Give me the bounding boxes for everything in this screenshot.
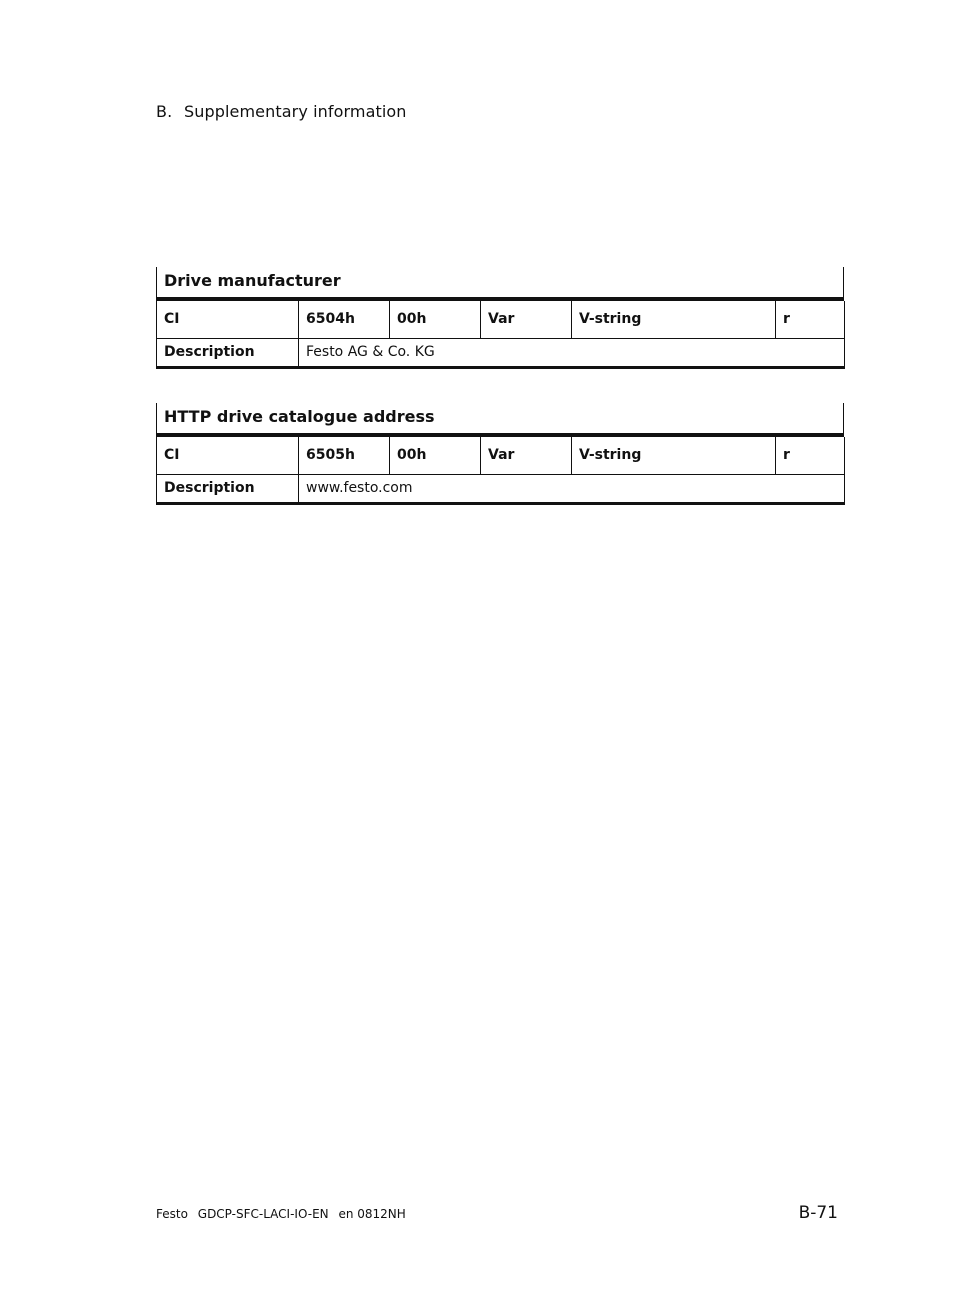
- section-header: [156, 102, 407, 121]
- footer-document-info: [156, 1207, 412, 1221]
- ci-subindex: 00h: [390, 437, 481, 474]
- ci-class: Var: [481, 437, 572, 474]
- description-label: Description: [157, 338, 299, 367]
- parameter-grid: [156, 301, 845, 369]
- footer-edition: en 0812NH: [338, 1207, 406, 1221]
- table-row: [157, 437, 845, 474]
- ci-access: r: [776, 301, 845, 338]
- description-label: Description: [157, 474, 299, 503]
- footer-doc-code: GDCP-SFC-LACI-IO-EN: [197, 1207, 329, 1221]
- ci-label: CI: [157, 437, 299, 474]
- description-value: Festo AG & Co. KG: [299, 338, 845, 367]
- table-row: [157, 338, 845, 367]
- footer-brand: Festo: [156, 1207, 188, 1221]
- description-value: www.festo.com: [299, 474, 845, 503]
- parameter-grid: [156, 437, 845, 505]
- section-letter: B.: [156, 102, 173, 121]
- ci-datatype: V-string: [572, 301, 776, 338]
- ci-access: r: [776, 437, 845, 474]
- page-number: B-71: [798, 1203, 838, 1223]
- table-title: Drive manufacturer: [156, 267, 844, 301]
- table-row: [157, 474, 845, 503]
- ci-index: 6504h: [299, 301, 390, 338]
- parameter-table-http-catalogue-address: [156, 403, 844, 505]
- ci-class: Var: [481, 301, 572, 338]
- section-title: Supplementary information: [184, 102, 407, 121]
- table-row: [157, 301, 845, 338]
- ci-index: 6505h: [299, 437, 390, 474]
- ci-subindex: 00h: [390, 301, 481, 338]
- parameter-table-drive-manufacturer: [156, 267, 844, 369]
- table-title: HTTP drive catalogue address: [156, 403, 844, 437]
- ci-datatype: V-string: [572, 437, 776, 474]
- ci-label: CI: [157, 301, 299, 338]
